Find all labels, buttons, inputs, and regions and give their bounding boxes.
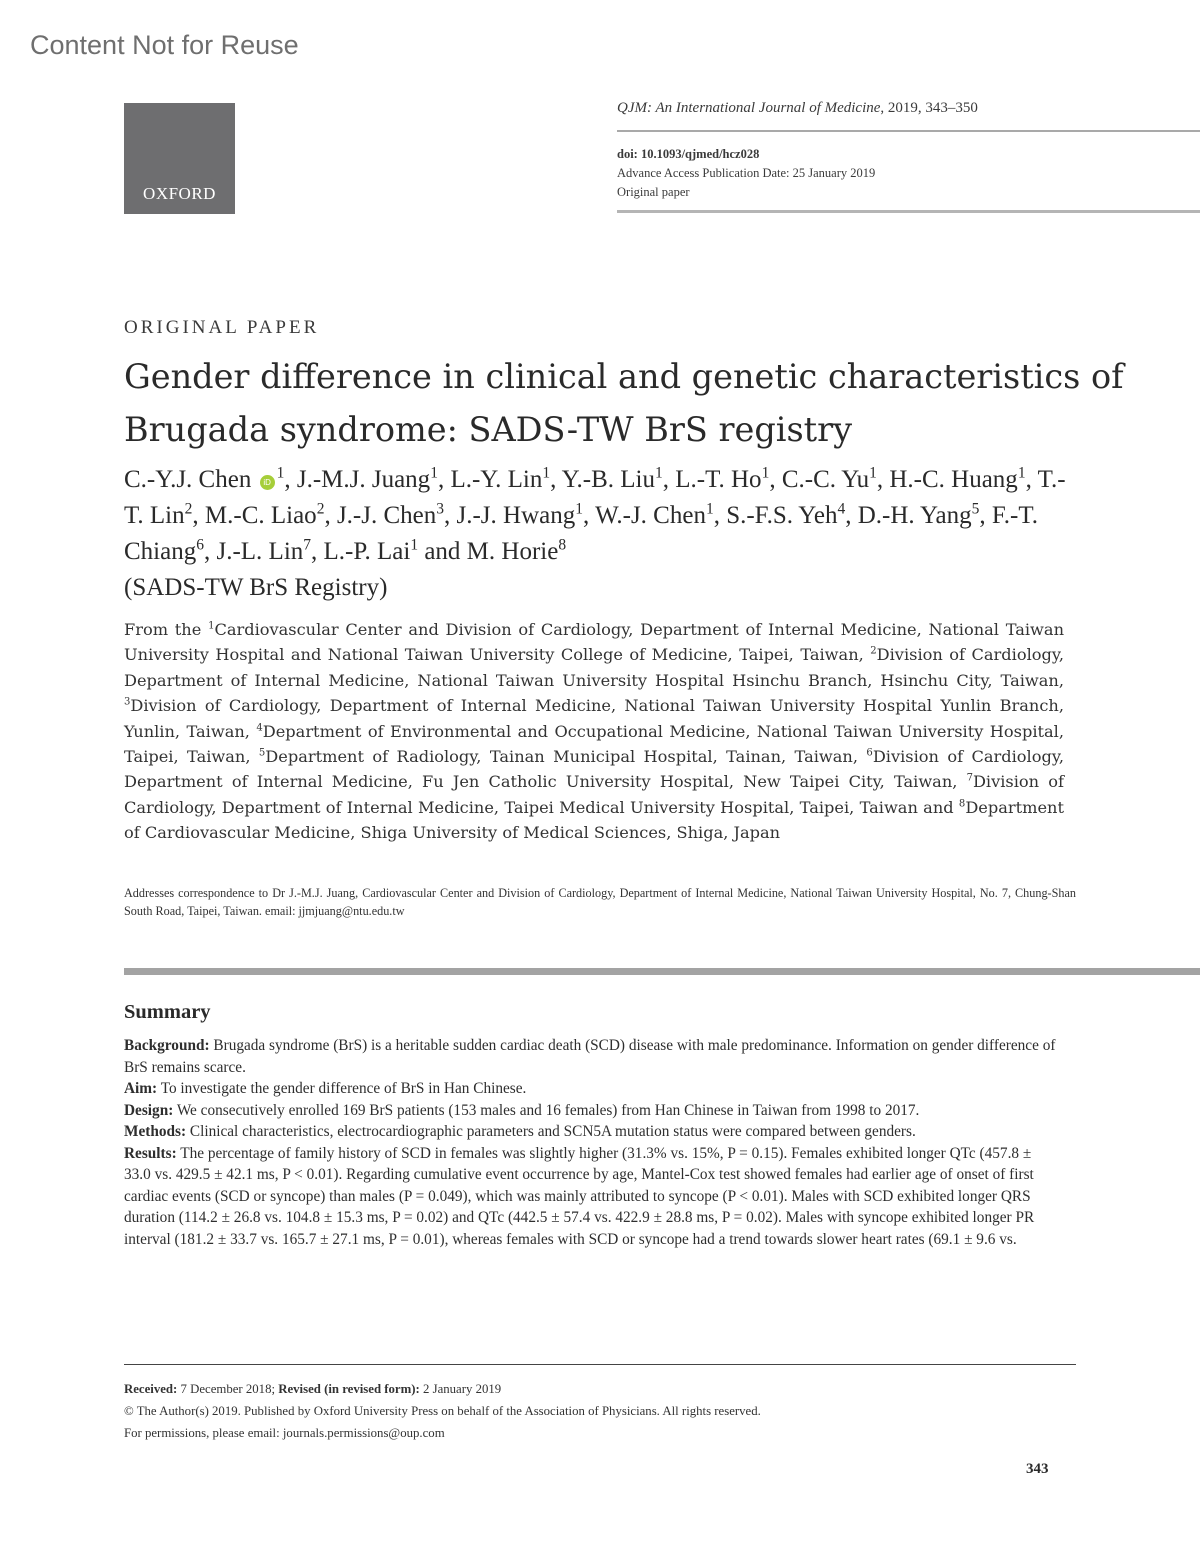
author-affiliation-number: 7: [303, 536, 312, 554]
author-name[interactable]: S.-F.S. Yeh: [726, 502, 838, 529]
journal-name: QJM: An International Journal of Medicine: [617, 100, 881, 116]
affiliation-number: 8: [958, 798, 966, 810]
section-divider: [124, 968, 1200, 975]
author-affiliation-number: 2: [184, 500, 193, 518]
author-affiliation-number: 1: [410, 536, 419, 554]
author-name[interactable]: M.-C. Liao: [204, 502, 317, 529]
article-title: Gender difference in clinical and genetic characteristics of Brugada syndrome: SADS-TW BrS registry: [124, 357, 1124, 449]
article-meta: [617, 145, 875, 202]
publisher-logo-text: OXFORD: [143, 184, 216, 203]
author-separator: ,: [769, 466, 782, 493]
summary-label: Design:: [124, 1101, 174, 1119]
author-separator: ,: [713, 502, 727, 529]
author-name[interactable]: D.-H. Yang: [857, 502, 972, 529]
author-separator: ,: [1025, 466, 1038, 493]
author-list: [124, 462, 1084, 606]
affiliation-text: Department of Environmental and Occupational Medicine, National Taiwan University Hospital, Taipei, Taiwan,: [124, 721, 1064, 767]
author-separator: ,: [550, 466, 562, 493]
author-name[interactable]: H.-C. Huang: [889, 466, 1018, 493]
summary-text: The percentage of family history of SCD in females was slightly higher (31.3% vs. 15%, P = 0.15). Females exhibited longer QTc (457.8 ± 33.0 vs. 429.5 ± 42.1 ms, P < 0.01). Regarding cumulative event occurrence by age, Mantel-Cox test showed females had earlier age of onset of first cardiac events (SCD or syncope) than males (P = 0.049), which was mainly attributed to syncope (P < 0.01). Males with SCD exhibited longer QRS duration (114.2 ± 26.8 vs. 104.8 ± 15.3 ms, P = 0.02) and QTc (442.5 ± 57.4 vs. 422.9 ± 28.8 ms, P = 0.02). Males with syncope exhibited longer PR interval (181.2 ± 33.7 vs. 165.7 ± 27.1 ms, P = 0.01), whereas females with SCD or syncope had a trend towards slower heart rates (69.1 ± 9.6 vs.: [124, 1144, 1035, 1248]
journal-citation: [617, 100, 978, 117]
affiliation-text: Department of Radiology, Tainan Municipal Hospital, Tainan, Taiwan,: [265, 747, 867, 767]
author-affiliation-number: 8: [558, 536, 567, 554]
author-affiliation-number: 6: [196, 536, 204, 554]
summary-section: [124, 1100, 1059, 1122]
author-affiliation-number: 1: [869, 464, 877, 482]
author-affiliation-number: 1: [654, 464, 663, 482]
affiliation-number: 2: [870, 646, 877, 658]
affiliation-number: 4: [256, 722, 263, 734]
affiliation-number: 1: [208, 620, 215, 632]
article-kicker: ORIGINAL PAPER: [124, 317, 320, 338]
article-type: Original paper: [617, 185, 690, 199]
author-first-affil: 1: [276, 464, 285, 482]
author-name[interactable]: L.-P. Lai: [323, 538, 411, 565]
summary-label: Background:: [124, 1037, 210, 1054]
publisher-logo: [124, 103, 235, 214]
author-rest: , J.-M.J. Juang$^1$, L.-Y. Lin$^1$, Y.-B. Liu$^1$, L.-T. Ho$^1$, C.-C. Yu$^1$, H.-C. Huang$^1$, T.-T. Lin$^2$, M.-C. Liao$^2$, J.-J. Chen$^3$, J.-J. Hwang$^1$, W.-J. Chen$^1$, S.-F.S. Yeh$^4$, D.-H. Yang$^5$, F.-T. Chiang$^6$, J.-L. Lin$^7$, L.-P. Lai$^1$ and M. Horie$^8$: [124, 464, 1066, 565]
affiliation-prefix: From the: [124, 620, 209, 639]
permissions: For permissions, please email: journals.permissions@oup.com: [124, 1426, 445, 1440]
author-affiliation-number: 1: [575, 500, 583, 518]
journal-volume-pages: , 2019, 343–350: [880, 100, 978, 116]
author-name[interactable]: Y.-B. Liu: [561, 466, 655, 493]
watermark: Content Not for Reuse: [30, 30, 299, 60]
summary-text: To investigate the gender difference of BrS in Han Chinese.: [157, 1080, 527, 1097]
author-name[interactable]: J.-M.J. Juang: [296, 466, 431, 493]
author-affiliation-number: 4: [837, 500, 846, 518]
header-divider-bottom: [617, 210, 1200, 213]
advance-access-date: Advance Access Publication Date: 25 January 2019: [617, 166, 876, 180]
author-affiliation-number: 1: [761, 464, 770, 482]
author-name[interactable]: W.-J. Chen: [595, 502, 706, 529]
author-separator: ,: [324, 502, 337, 529]
author-affiliation-number: 3: [436, 500, 444, 518]
summary-heading: Summary: [124, 1001, 211, 1023]
author-affiliation-number: 2: [316, 500, 325, 518]
summary-text: Clinical characteristics, electrocardiographic parameters and SCN5A mutation status were compared between genders.: [186, 1123, 916, 1140]
author-name[interactable]: F.-T. Chiang: [124, 502, 1039, 565]
author-separator: ,: [437, 466, 451, 493]
affiliations: [124, 617, 1064, 846]
affiliation-number: 7: [966, 773, 973, 785]
affiliation-text: Department of Cardiovascular Medicine, Shiga University of Medical Sciences, Shiga, Japan: [124, 797, 1064, 843]
summary-label: Methods:: [124, 1123, 187, 1140]
author-name[interactable]: M. Horie: [466, 538, 559, 565]
summary-body: [124, 1035, 1059, 1250]
author-separator: ,: [311, 538, 324, 565]
author-name[interactable]: J.-L. Lin: [216, 538, 304, 565]
author-affiliation-number: 1: [430, 464, 438, 482]
author-separator: ,: [876, 466, 890, 493]
author-affiliation-number: 5: [971, 500, 980, 518]
affiliation-text: Division of Cardiology, Department of Internal Medicine, Taipei Medical University Hospital, Taipei, Taiwan and: [124, 772, 1064, 817]
footer: [124, 1379, 1076, 1445]
received-date: 7 December 2018;: [177, 1382, 279, 1396]
author-separator: and: [418, 538, 467, 565]
author-separator: ,: [203, 538, 217, 565]
author-separator: ,: [845, 502, 858, 529]
author-affiliation-number: 1: [705, 500, 714, 518]
summary-section: [124, 1121, 1059, 1143]
author-name[interactable]: L.-T. Ho: [675, 466, 762, 493]
author-affiliation-number: 1: [542, 464, 551, 482]
header-divider: [617, 130, 1200, 132]
affiliation-number: 6: [866, 747, 873, 759]
footer-divider: [124, 1364, 1076, 1365]
author-first[interactable]: C.-Y.J. Chen: [124, 466, 252, 493]
correspondence: Addresses correspondence to Dr J.-M.J. Juang, Cardiovascular Center and Division of Cardiology, Department of Internal Medicine, National Taiwan University Hospital, No. 7, Chung-Shan South Road, Taipei, Taiwan. email: jjmjuang@ntu.edu.tw: [124, 886, 1076, 918]
author-separator: ,: [444, 502, 457, 529]
affiliation-text: Division of Cardiology, Department of Internal Medicine, National Taiwan University Hospital Yunlin Branch, Yunlin, Taiwan,: [124, 696, 1064, 741]
summary-label: Aim:: [124, 1080, 158, 1097]
author-separator: ,: [192, 502, 205, 529]
author-separator: ,: [979, 502, 992, 529]
page-number: 343: [1026, 1461, 1049, 1477]
dates-line: [124, 1379, 1076, 1399]
summary-text: We consecutively enrolled 169 BrS patients (153 males and 16 females) from Han Chinese in Taiwan from 1998 to 2017.: [173, 1101, 920, 1119]
author-name[interactable]: C.-C. Yu: [781, 466, 870, 493]
author-name[interactable]: T.-T. Lin: [124, 466, 1066, 529]
summary-section: [124, 1143, 1059, 1251]
summary-label: Results:: [124, 1144, 177, 1162]
copyright: © The Author(s) 2019. Published by Oxford University Press on behalf of the Association of Physicians. All rights reserved.: [124, 1404, 761, 1418]
affiliation-number: 5: [258, 747, 266, 759]
summary-section: [124, 1035, 1059, 1078]
author-name[interactable]: J.-J. Chen: [336, 502, 437, 529]
author-separator: ,: [662, 466, 676, 493]
orcid-icon[interactable]: iD: [260, 475, 275, 490]
author-group: (SADS-TW BrS Registry): [124, 574, 388, 601]
author-separator: ,: [583, 502, 596, 529]
author-affiliation-number: 1: [1017, 464, 1026, 482]
received-label: Received:: [124, 1382, 178, 1396]
author-name[interactable]: J.-J. Hwang: [456, 502, 576, 529]
affiliation-text: Division of Cardiology, Department of Internal Medicine, Fu Jen Catholic University Hospital, New Taipei City, Taiwan,: [124, 747, 1064, 792]
affiliation-text: Division of Cardiology, Department of Internal Medicine, National Taiwan University Hospital Hsinchu Branch, Hsinchu City, Taiwan,: [124, 645, 1064, 690]
summary-text: Brugada syndrome (BrS) is a heritable sudden cardiac death (SCD) disease with male predominance. Information on gender difference of BrS remains scarce.: [124, 1037, 1056, 1076]
doi[interactable]: doi: 10.1093/qjmed/hcz028: [617, 147, 760, 161]
affiliation-text: Cardiovascular Center and Division of Cardiology, Department of Internal Medicine, National Taiwan University Hospital and National Taiwan University College of Medicine, Taipei, Taiwan,: [124, 620, 1064, 665]
summary-section: [124, 1078, 1059, 1100]
author-name[interactable]: L.-Y. Lin: [450, 466, 543, 493]
revised-date: 2 January 2019: [419, 1382, 502, 1396]
revised-label: Revised (in revised form):: [278, 1382, 420, 1396]
affiliation-number: 3: [124, 696, 131, 708]
